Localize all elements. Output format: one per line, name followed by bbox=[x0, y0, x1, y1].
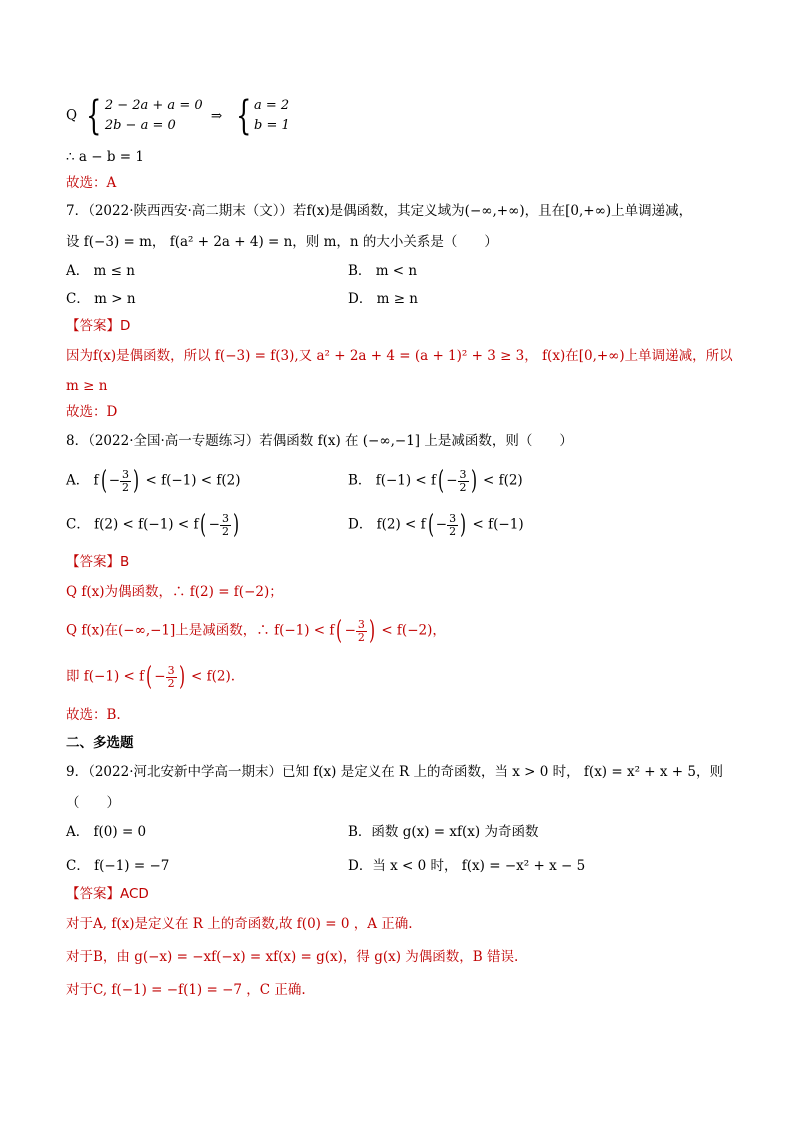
q9-stem-line1: 9．（2022·河北安新中学高一期末）已知 f(x) 是定义在 R 上的奇函数，当 x > 0 时， f(x) = x² + x + 5，则 bbox=[66, 764, 723, 780]
implies-symbol: ⇒ bbox=[210, 107, 223, 124]
intro-system-line bbox=[66, 93, 290, 139]
fraction-numerator: 3 bbox=[459, 467, 467, 481]
right-paren-icon: ) bbox=[460, 510, 467, 540]
left-paren-icon: ( bbox=[100, 466, 107, 496]
fraction-denominator: 2 bbox=[357, 630, 365, 644]
equation-system-1 bbox=[81, 93, 203, 139]
q9-stem-line2: （ ） bbox=[66, 795, 120, 811]
q7-option-c: C． m > n bbox=[66, 291, 136, 307]
frac-sign: − bbox=[344, 622, 356, 639]
frac-sign: − bbox=[154, 668, 166, 685]
fraction-numerator: 3 bbox=[449, 511, 457, 525]
q8-option-a-post: < f(−1) < f(2) bbox=[145, 472, 241, 489]
fraction bbox=[356, 619, 367, 644]
q8-option-d-post: < f(−1) bbox=[472, 516, 524, 533]
q7-choice: 故选：D bbox=[66, 404, 118, 420]
q8-option-c bbox=[66, 512, 241, 538]
q8-explanation-line2 bbox=[66, 618, 446, 644]
q7-stem-line1: 7．（2022·陕西西安·高二期末（文））若f(x)是偶函数，其定义域为(−∞,+∞)，且在[0,+∞)上单调递减， bbox=[66, 203, 693, 219]
fraction-numerator: 3 bbox=[357, 617, 365, 631]
q9-answer-tag: 【答案】ACD bbox=[66, 886, 149, 902]
right-paren-icon: ) bbox=[470, 466, 477, 496]
q9-option-a: A． f(0) = 0 bbox=[66, 824, 147, 840]
left-paren-icon: ( bbox=[438, 466, 445, 496]
q8-explanation-line1: Q f(x)为偶函数，∴ f(2) = f(−2)； bbox=[66, 584, 283, 600]
frac-sign: − bbox=[435, 516, 448, 533]
frac-sign: − bbox=[208, 516, 220, 533]
q8-stem: 8．（2022·全国·高一专题练习）若偶函数 f(x) 在 (−∞,−1] 上是减函数，则（ ） bbox=[66, 433, 573, 449]
fraction-numerator: 3 bbox=[167, 663, 175, 677]
frac-sign: − bbox=[446, 472, 458, 489]
q9-explanation-line3: 对于C, f(−1) = −f(1) = −7 ，C 正确. bbox=[66, 982, 306, 998]
fraction bbox=[220, 513, 231, 538]
q8-option-a-pre: A． f bbox=[66, 472, 99, 489]
fraction-denominator: 2 bbox=[459, 480, 467, 494]
section-heading: 二、多选题 bbox=[66, 735, 134, 751]
right-paren-icon: ) bbox=[178, 662, 185, 692]
q8-explanation-line3 bbox=[66, 664, 235, 690]
q8-expl2-pre: Q f(x)在(−∞,−1]上是减函数，∴ f(−1) < f bbox=[66, 622, 335, 639]
equation-system-2 bbox=[231, 93, 290, 139]
q8-option-d-pre: D． f(2) < f bbox=[348, 516, 426, 533]
right-paren-icon: ) bbox=[368, 616, 375, 646]
fraction-denominator: 2 bbox=[167, 676, 175, 690]
q8-choice: 故选：B. bbox=[66, 707, 121, 723]
right-paren-icon: ) bbox=[232, 510, 240, 540]
system1-row2: 2b − a = 0 bbox=[104, 118, 176, 133]
q7-explanation-line2: m ≥ n bbox=[66, 378, 108, 394]
system2-row2: b = 1 bbox=[253, 118, 290, 133]
because-symbol: Q bbox=[66, 107, 78, 124]
q8-answer-tag: 【答案】B bbox=[66, 554, 130, 570]
q7-option-a: A． m ≤ n bbox=[66, 263, 135, 279]
q8-option-b-post: < f(2) bbox=[482, 472, 523, 489]
q8-option-d bbox=[348, 512, 524, 538]
q8-option-a bbox=[66, 468, 241, 494]
fraction-denominator: 2 bbox=[221, 524, 229, 538]
fraction bbox=[447, 513, 458, 538]
system1-row1: 2 − 2a + a = 0 bbox=[104, 98, 203, 113]
q9-option-d: D．当 x < 0 时， f(x) = −x² + x − 5 bbox=[348, 858, 586, 874]
q7-answer-tag: 【答案】D bbox=[66, 318, 131, 334]
q7-option-d: D． m ≥ n bbox=[348, 291, 419, 307]
left-brace-icon: { bbox=[235, 93, 251, 139]
q7-explanation-line1: 因为f(x)是偶函数，所以 f(−3) = f(3),又 a² + 2a + 4 = (a + 1)² + 3 ≥ 3， f(x)在[0,+∞)上单调递减，所以 bbox=[66, 348, 733, 364]
q8-expl3-post: < f(2). bbox=[191, 668, 236, 685]
therefore-line: ∴ a − b = 1 bbox=[66, 149, 144, 165]
fraction bbox=[120, 469, 131, 494]
system2-row1: a = 2 bbox=[253, 98, 290, 113]
left-paren-icon: ( bbox=[146, 662, 153, 692]
q8-option-c-pre: C． f(2) < f(−1) < f bbox=[66, 516, 199, 533]
fraction-numerator: 3 bbox=[122, 467, 130, 481]
q8-expl3-pre: 即 f(−1) < f bbox=[66, 668, 145, 685]
left-paren-icon: ( bbox=[427, 510, 434, 540]
fraction bbox=[458, 469, 469, 494]
left-paren-icon: ( bbox=[336, 616, 343, 646]
q7-option-b: B． m < n bbox=[348, 263, 418, 279]
fraction-denominator: 2 bbox=[122, 480, 130, 494]
q8-option-b bbox=[348, 468, 523, 494]
left-paren-icon: ( bbox=[200, 510, 207, 540]
right-paren-icon: ) bbox=[133, 466, 140, 496]
q8-expl2-post: < f(−2)， bbox=[381, 622, 446, 639]
q9-explanation-line2: 对于B，由 g(−x) = −xf(−x) = xf(x) = g(x)，得 g(x) 为偶函数，B 错误. bbox=[66, 949, 519, 965]
q9-option-b: B．函数 g(x) = xf(x) 为奇函数 bbox=[348, 824, 539, 840]
q9-explanation-line1: 对于A, f(x)是定义在 R 上的奇函数,故 f(0) = 0 ，A 正确. bbox=[66, 916, 413, 932]
frac-sign: − bbox=[108, 472, 121, 489]
fraction-numerator: 3 bbox=[221, 511, 229, 525]
fraction-denominator: 2 bbox=[449, 524, 457, 538]
q7-stem-line2: 设 f(−3) = m， f(a² + 2a + 4) = n，则 m，n 的大小关系是（ ） bbox=[66, 234, 498, 250]
q8-option-b-pre: B． f(−1) < f bbox=[348, 472, 437, 489]
fraction bbox=[166, 665, 177, 690]
left-brace-icon: { bbox=[86, 93, 102, 139]
intro-choice: 故选：A bbox=[66, 175, 117, 191]
q9-option-c: C． f(−1) = −7 bbox=[66, 858, 170, 874]
